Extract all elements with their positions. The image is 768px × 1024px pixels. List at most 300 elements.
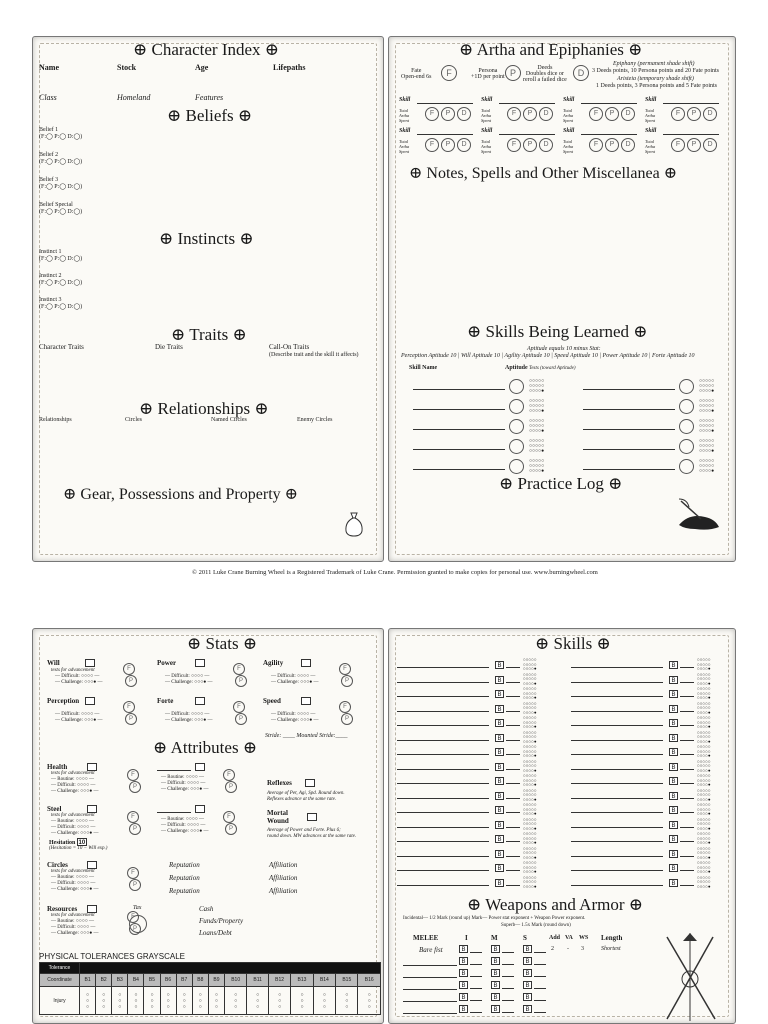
stat-p-circle[interactable]: P: [125, 713, 137, 725]
difficult-row[interactable]: — Difficult: ○○○○ —: [271, 712, 316, 717]
test-dots[interactable]: ○○○○○ ○○○○○ ○○○○●: [699, 439, 715, 454]
skill-name-line[interactable]: [397, 696, 489, 697]
attr-f-circle[interactable]: F: [223, 811, 235, 823]
weapon-shade-box[interactable]: B: [523, 957, 532, 965]
weapon-value-line[interactable]: [470, 1012, 482, 1013]
attr-f-circle[interactable]: F: [223, 769, 235, 781]
attr-f-circle[interactable]: F: [127, 911, 139, 923]
skill-shade-box[interactable]: B: [669, 676, 678, 684]
skill-exp-line[interactable]: [680, 870, 694, 871]
skill-name-line[interactable]: [397, 841, 489, 842]
skill-shade-box[interactable]: B: [495, 850, 504, 858]
artha-skill-p-circle[interactable]: P: [441, 107, 455, 121]
skill-test-dots[interactable]: ○○○○○ ○○○○○ ○○○○●: [697, 657, 711, 671]
injury-cell[interactable]: ○ ○ ○: [176, 987, 192, 1015]
skill-name-line[interactable]: [571, 682, 663, 683]
skill-shade-box[interactable]: B: [669, 821, 678, 829]
skill-shade-box[interactable]: B: [669, 864, 678, 872]
difficult-row[interactable]: — Difficult: ○○○○ —: [165, 674, 210, 679]
attr-value-box[interactable]: [87, 905, 97, 913]
test-dots[interactable]: ○○○○○ ○○○○○ ○○○○●: [699, 459, 715, 474]
artha-skill-p-circle[interactable]: P: [687, 107, 701, 121]
skill-name-line[interactable]: [571, 870, 663, 871]
challenge-row[interactable]: — Challenge: ○○○● —: [271, 718, 319, 723]
weapon-value-line[interactable]: [534, 976, 546, 977]
aptitude-circle[interactable]: [509, 399, 524, 414]
weapon-value-line[interactable]: [534, 964, 546, 965]
artha-skill-line[interactable]: [417, 134, 473, 135]
deeds-circle[interactable]: D: [573, 65, 589, 81]
skill-shade-box[interactable]: B: [495, 806, 504, 814]
weapon-shade-box[interactable]: B: [459, 993, 468, 1001]
skill-exp-line[interactable]: [680, 667, 694, 668]
injury-cell[interactable]: ○ ○ ○: [336, 987, 358, 1015]
skill-exp-line[interactable]: [680, 740, 694, 741]
artha-skill-f-circle[interactable]: F: [589, 107, 603, 121]
skill-name-line[interactable]: [397, 870, 489, 871]
stat-f-circle[interactable]: F: [123, 663, 135, 675]
difficult-row[interactable]: — Difficult: ○○○○ —: [271, 674, 316, 679]
injury-cell[interactable]: ○ ○ ○: [160, 987, 176, 1015]
aptitude-circle[interactable]: [679, 419, 694, 434]
artha-skill-line[interactable]: [499, 134, 555, 135]
skill-test-dots[interactable]: ○○○○○ ○○○○○ ○○○○●: [697, 860, 711, 874]
skill-shade-box[interactable]: B: [669, 879, 678, 887]
skill-shade-box[interactable]: B: [495, 690, 504, 698]
skill-exp-line[interactable]: [680, 841, 694, 842]
skill-test-dots[interactable]: ○○○○○ ○○○○○ ○○○○●: [523, 831, 537, 845]
injury-cell[interactable]: ○ ○ ○: [208, 987, 224, 1015]
attr-f-circle[interactable]: F: [127, 769, 139, 781]
skill-test-dots[interactable]: ○○○○○ ○○○○○ ○○○○●: [523, 715, 537, 729]
skill-test-dots[interactable]: ○○○○○ ○○○○○ ○○○○●: [523, 729, 537, 744]
skill-exp-line[interactable]: [680, 711, 694, 712]
stat-p-circle[interactable]: P: [341, 675, 353, 687]
challenge-row[interactable]: — Challenge: ○○○● —: [51, 831, 99, 836]
skill-name-line[interactable]: [571, 667, 663, 668]
skill-shade-box[interactable]: B: [495, 734, 504, 742]
weapon-value-line[interactable]: [534, 988, 546, 989]
difficult-row[interactable]: — Difficult: ○○○○ —: [51, 783, 96, 788]
skill-shade-box[interactable]: B: [669, 661, 678, 669]
skill-test-dots[interactable]: ○○○○○ ○○○○○ ○○○○●: [523, 802, 537, 816]
weapon-shade-box[interactable]: B: [523, 981, 532, 989]
stat-f-circle[interactable]: F: [339, 663, 351, 675]
artha-skill-f-circle[interactable]: F: [425, 138, 439, 152]
skill-test-dots[interactable]: ○○○○○ ○○○○○ ○○○○●: [697, 729, 711, 744]
artha-skill-p-circle[interactable]: P: [687, 138, 701, 152]
attr-p-circle[interactable]: P: [129, 781, 141, 793]
injury-cell[interactable]: ○ ○ ○: [144, 987, 160, 1015]
attr-value-box[interactable]: [87, 763, 97, 771]
test-dots[interactable]: ○○○○○ ○○○○○ ○○○○●: [699, 399, 715, 414]
skill-test-dots[interactable]: ○○○○○ ○○○○○ ○○○○●: [523, 860, 537, 874]
skill-test-dots[interactable]: ○○○○○ ○○○○○ ○○○○●: [697, 773, 711, 787]
artha-skill-p-circle[interactable]: P: [605, 107, 619, 121]
test-dots[interactable]: ○○○○○ ○○○○○ ○○○○●: [699, 379, 715, 394]
skill-shade-box[interactable]: B: [495, 676, 504, 684]
artha-skill-line[interactable]: [499, 103, 555, 104]
skill-name-line[interactable]: [571, 812, 663, 813]
artha-skill-f-circle[interactable]: F: [507, 107, 521, 121]
aptitude-circle[interactable]: [679, 379, 694, 394]
weapon-name-line[interactable]: [403, 965, 457, 966]
skill-exp-line[interactable]: [506, 740, 520, 741]
test-dots[interactable]: ○○○○○ ○○○○○ ○○○○●: [529, 419, 545, 434]
skill-name-line[interactable]: [571, 827, 663, 828]
skill-shade-box[interactable]: B: [495, 719, 504, 727]
skill-exp-line[interactable]: [506, 754, 520, 755]
skill-shade-box[interactable]: B: [495, 777, 504, 785]
injury-cell[interactable]: ○ ○ ○: [313, 987, 335, 1015]
skill-exp-line[interactable]: [506, 711, 520, 712]
weapon-shade-box[interactable]: B: [491, 1005, 500, 1013]
artha-skill-d-circle[interactable]: D: [703, 107, 717, 121]
artha-skill-f-circle[interactable]: F: [671, 138, 685, 152]
injury-cell[interactable]: ○ ○ ○: [80, 987, 96, 1015]
skill-shade-box[interactable]: B: [495, 661, 504, 669]
skill-name-line[interactable]: [571, 696, 663, 697]
weapon-value-line[interactable]: [534, 1012, 546, 1013]
skill-test-dots[interactable]: ○○○○○ ○○○○○ ○○○○●: [523, 700, 537, 715]
routine-row[interactable]: — Routine: ○○○○ —: [51, 875, 95, 880]
weapon-shade-box[interactable]: B: [491, 993, 500, 1001]
skill-test-dots[interactable]: ○○○○○ ○○○○○ ○○○○●: [697, 831, 711, 845]
stat-f-circle[interactable]: F: [233, 663, 245, 675]
skill-shade-box[interactable]: B: [669, 748, 678, 756]
weapon-shade-box[interactable]: B: [459, 945, 468, 953]
artha-skill-f-circle[interactable]: F: [425, 107, 439, 121]
skill-test-dots[interactable]: ○○○○○ ○○○○○ ○○○○●: [523, 686, 537, 700]
stat-p-circle[interactable]: P: [235, 675, 247, 687]
injury-cell[interactable]: ○ ○ ○: [96, 987, 112, 1015]
artha-skill-line[interactable]: [663, 134, 719, 135]
weapon-value-line[interactable]: [502, 964, 514, 965]
stat-f-circle[interactable]: F: [339, 701, 351, 713]
learning-skill-line[interactable]: [413, 469, 505, 470]
skill-shade-box[interactable]: B: [669, 850, 678, 858]
weapon-shade-box[interactable]: B: [523, 945, 532, 953]
learning-skill-line[interactable]: [583, 429, 675, 430]
skill-exp-line[interactable]: [506, 841, 520, 842]
skill-shade-box[interactable]: B: [669, 835, 678, 843]
skill-test-dots[interactable]: ○○○○○ ○○○○○ ○○○○●: [697, 758, 711, 773]
attr-value-box[interactable]: [195, 805, 205, 813]
skill-test-dots[interactable]: ○○○○○ ○○○○○ ○○○○●: [523, 816, 537, 831]
artha-skill-line[interactable]: [417, 103, 473, 104]
aptitude-circle[interactable]: [509, 379, 524, 394]
weapon-value-line[interactable]: [470, 964, 482, 965]
learning-skill-line[interactable]: [583, 389, 675, 390]
challenge-row[interactable]: — Challenge: ○○○● —: [161, 787, 209, 792]
skill-name-line[interactable]: [571, 740, 663, 741]
weapon-name-line[interactable]: [403, 1013, 457, 1014]
injury-cell[interactable]: ○ ○ ○: [192, 987, 208, 1015]
weapon-value-line[interactable]: [470, 976, 482, 977]
difficult-row[interactable]: — Difficult: ○○○○ —: [165, 712, 210, 717]
artha-skill-d-circle[interactable]: D: [621, 107, 635, 121]
skill-exp-line[interactable]: [506, 827, 520, 828]
stat-value-box[interactable]: [85, 697, 95, 705]
attr-p-circle[interactable]: P: [225, 781, 237, 793]
challenge-row[interactable]: — Challenge: ○○○● —: [51, 789, 99, 794]
artha-skill-d-circle[interactable]: D: [621, 138, 635, 152]
skill-exp-line[interactable]: [506, 812, 520, 813]
skill-name-line[interactable]: [571, 856, 663, 857]
stat-p-circle[interactable]: P: [235, 713, 247, 725]
skill-shade-box[interactable]: B: [669, 734, 678, 742]
skill-name-line[interactable]: [397, 885, 489, 886]
skill-exp-line[interactable]: [680, 754, 694, 755]
skill-name-line[interactable]: [397, 667, 489, 668]
test-dots[interactable]: ○○○○○ ○○○○○ ○○○○●: [529, 459, 545, 474]
stat-value-box[interactable]: [195, 659, 205, 667]
weapon-name-line[interactable]: [403, 989, 457, 990]
stat-f-circle[interactable]: F: [123, 701, 135, 713]
skill-shade-box[interactable]: B: [669, 792, 678, 800]
skill-test-dots[interactable]: ○○○○○ ○○○○○ ○○○○●: [523, 744, 537, 758]
artha-skill-d-circle[interactable]: D: [703, 138, 717, 152]
skill-name-line[interactable]: [397, 754, 489, 755]
skill-exp-line[interactable]: [680, 696, 694, 697]
injury-cell[interactable]: ○ ○ ○: [291, 987, 313, 1015]
stat-p-circle[interactable]: P: [341, 713, 353, 725]
skill-name-line[interactable]: [397, 812, 489, 813]
skill-name-line[interactable]: [397, 740, 489, 741]
skill-exp-line[interactable]: [506, 870, 520, 871]
artha-skill-line[interactable]: [581, 134, 637, 135]
difficult-row[interactable]: — Difficult: ○○○○ —: [51, 925, 96, 930]
attr-f-circle[interactable]: F: [127, 867, 139, 879]
artha-skill-d-circle[interactable]: D: [539, 107, 553, 121]
stat-value-box[interactable]: [301, 659, 311, 667]
challenge-row[interactable]: — Challenge: ○○○● —: [51, 887, 99, 892]
skill-exp-line[interactable]: [680, 769, 694, 770]
artha-skill-line[interactable]: [663, 103, 719, 104]
challenge-row[interactable]: — Challenge: ○○○● —: [161, 829, 209, 834]
routine-row[interactable]: — Routine: ○○○○ —: [51, 819, 95, 824]
skill-shade-box[interactable]: B: [495, 835, 504, 843]
skill-exp-line[interactable]: [506, 769, 520, 770]
skill-test-dots[interactable]: ○○○○○ ○○○○○ ○○○○●: [523, 657, 537, 671]
weapon-shade-box[interactable]: B: [491, 945, 500, 953]
injury-cell[interactable]: ○ ○ ○: [112, 987, 128, 1015]
learning-skill-line[interactable]: [413, 389, 505, 390]
skill-shade-box[interactable]: B: [495, 864, 504, 872]
attr-value-box[interactable]: [305, 779, 315, 787]
artha-skill-line[interactable]: [581, 103, 637, 104]
challenge-row[interactable]: — Challenge: ○○○● —: [51, 931, 99, 936]
skill-name-line[interactable]: [397, 725, 489, 726]
skill-exp-line[interactable]: [680, 783, 694, 784]
skill-test-dots[interactable]: ○○○○○ ○○○○○ ○○○○●: [523, 758, 537, 773]
attr-p-circle[interactable]: P: [129, 879, 141, 891]
weapon-shade-box[interactable]: B: [459, 981, 468, 989]
artha-skill-d-circle[interactable]: D: [457, 138, 471, 152]
weapon-value-line[interactable]: [502, 1012, 514, 1013]
skill-name-line[interactable]: [571, 798, 663, 799]
aptitude-circle[interactable]: [509, 419, 524, 434]
attr-p-circle[interactable]: P: [129, 923, 141, 935]
aptitude-circle[interactable]: [679, 399, 694, 414]
stat-p-circle[interactable]: P: [125, 675, 137, 687]
difficult-row[interactable]: — Difficult: ○○○○ —: [161, 781, 206, 786]
weapon-value-line[interactable]: [470, 988, 482, 989]
test-dots[interactable]: ○○○○○ ○○○○○ ○○○○●: [529, 379, 545, 394]
custom-attr-line[interactable]: [157, 812, 191, 813]
injury-cell[interactable]: ○ ○ ○: [247, 987, 269, 1015]
skill-name-line[interactable]: [571, 754, 663, 755]
learning-skill-line[interactable]: [583, 469, 675, 470]
challenge-row[interactable]: — Challenge: ○○○● —: [165, 680, 213, 685]
skill-shade-box[interactable]: B: [495, 705, 504, 713]
skill-test-dots[interactable]: ○○○○○ ○○○○○ ○○○○●: [523, 874, 537, 889]
weapon-shade-box[interactable]: B: [491, 969, 500, 977]
custom-attr-line[interactable]: [157, 770, 191, 771]
skill-exp-line[interactable]: [680, 827, 694, 828]
weapon-value-line[interactable]: [502, 1000, 514, 1001]
attr-value-box[interactable]: [87, 861, 97, 869]
weapon-name-line[interactable]: [403, 1001, 457, 1002]
difficult-row[interactable]: — Difficult: ○○○○ —: [55, 712, 100, 717]
learning-skill-line[interactable]: [413, 429, 505, 430]
aptitude-circle[interactable]: [679, 439, 694, 454]
skill-shade-box[interactable]: B: [669, 690, 678, 698]
attr-value-box[interactable]: [87, 805, 97, 813]
weapon-shade-box[interactable]: B: [491, 981, 500, 989]
weapon-value-line[interactable]: [502, 988, 514, 989]
skill-test-dots[interactable]: ○○○○○ ○○○○○ ○○○○●: [697, 700, 711, 715]
artha-skill-p-circle[interactable]: P: [441, 138, 455, 152]
skill-name-line[interactable]: [397, 856, 489, 857]
skill-shade-box[interactable]: B: [495, 821, 504, 829]
skill-shade-box[interactable]: B: [669, 763, 678, 771]
difficult-row[interactable]: — Difficult: ○○○○ —: [55, 674, 100, 679]
skill-shade-box[interactable]: B: [495, 879, 504, 887]
weapon-value-line[interactable]: [470, 952, 482, 953]
artha-skill-p-circle[interactable]: P: [605, 138, 619, 152]
injury-cell[interactable]: ○ ○ ○: [224, 987, 246, 1015]
routine-row[interactable]: — Routine: ○○○○ —: [51, 919, 95, 924]
skill-test-dots[interactable]: ○○○○○ ○○○○○ ○○○○●: [697, 874, 711, 889]
skill-exp-line[interactable]: [506, 798, 520, 799]
fate-circle[interactable]: F: [441, 65, 457, 81]
skill-test-dots[interactable]: ○○○○○ ○○○○○ ○○○○●: [697, 787, 711, 802]
skill-exp-line[interactable]: [506, 667, 520, 668]
skill-exp-line[interactable]: [506, 682, 520, 683]
attr-value-box[interactable]: [307, 813, 317, 821]
aptitude-circle[interactable]: [509, 439, 524, 454]
skill-test-dots[interactable]: ○○○○○ ○○○○○ ○○○○●: [523, 773, 537, 787]
persona-circle[interactable]: P: [505, 65, 521, 81]
skill-shade-box[interactable]: B: [495, 748, 504, 756]
artha-skill-d-circle[interactable]: D: [457, 107, 471, 121]
stat-value-box[interactable]: [85, 659, 95, 667]
routine-row[interactable]: — Routine: ○○○○ —: [161, 775, 205, 780]
skill-name-line[interactable]: [571, 783, 663, 784]
challenge-row[interactable]: — Challenge: ○○○● —: [55, 680, 103, 685]
injury-cell[interactable]: ○ ○ ○: [128, 987, 144, 1015]
stat-f-circle[interactable]: F: [233, 701, 245, 713]
skill-exp-line[interactable]: [680, 856, 694, 857]
skill-test-dots[interactable]: ○○○○○ ○○○○○ ○○○○●: [697, 816, 711, 831]
skill-exp-line[interactable]: [680, 885, 694, 886]
difficult-row[interactable]: — Difficult: ○○○○ —: [51, 825, 96, 830]
difficult-row[interactable]: — Difficult: ○○○○ —: [51, 881, 96, 886]
skill-name-line[interactable]: [397, 827, 489, 828]
challenge-row[interactable]: — Challenge: ○○○● —: [55, 718, 103, 723]
skill-exp-line[interactable]: [506, 885, 520, 886]
skill-name-line[interactable]: [397, 769, 489, 770]
skill-exp-line[interactable]: [506, 856, 520, 857]
stat-value-box[interactable]: [195, 697, 205, 705]
skill-test-dots[interactable]: ○○○○○ ○○○○○ ○○○○●: [697, 802, 711, 816]
skill-name-line[interactable]: [397, 783, 489, 784]
injury-cell[interactable]: ○ ○ ○: [358, 987, 381, 1015]
weapon-shade-box[interactable]: B: [523, 1005, 532, 1013]
weapon-shade-box[interactable]: B: [459, 969, 468, 977]
skill-test-dots[interactable]: ○○○○○ ○○○○○ ○○○○●: [697, 845, 711, 860]
artha-skill-d-circle[interactable]: D: [539, 138, 553, 152]
skill-exp-line[interactable]: [680, 682, 694, 683]
skill-test-dots[interactable]: ○○○○○ ○○○○○ ○○○○●: [697, 715, 711, 729]
skill-name-line[interactable]: [571, 769, 663, 770]
routine-row[interactable]: — Routine: ○○○○ —: [161, 817, 205, 822]
attr-f-circle[interactable]: F: [127, 811, 139, 823]
skill-test-dots[interactable]: ○○○○○ ○○○○○ ○○○○●: [523, 787, 537, 802]
skill-name-line[interactable]: [397, 711, 489, 712]
test-dots[interactable]: ○○○○○ ○○○○○ ○○○○●: [529, 439, 545, 454]
difficult-row[interactable]: — Difficult: ○○○○ —: [161, 823, 206, 828]
artha-skill-p-circle[interactable]: P: [523, 138, 537, 152]
skill-shade-box[interactable]: B: [495, 792, 504, 800]
skill-exp-line[interactable]: [506, 696, 520, 697]
skill-name-line[interactable]: [571, 841, 663, 842]
attr-p-circle[interactable]: P: [225, 823, 237, 835]
weapon-value-line[interactable]: [470, 1000, 482, 1001]
skill-name-line[interactable]: [397, 682, 489, 683]
weapon-value-line[interactable]: [502, 976, 514, 977]
skill-test-dots[interactable]: ○○○○○ ○○○○○ ○○○○●: [697, 671, 711, 686]
routine-row[interactable]: — Routine: ○○○○ —: [51, 777, 95, 782]
skill-name-line[interactable]: [571, 885, 663, 886]
skill-shade-box[interactable]: B: [669, 777, 678, 785]
learning-skill-line[interactable]: [583, 409, 675, 410]
challenge-row[interactable]: — Challenge: ○○○● —: [165, 718, 213, 723]
test-dots[interactable]: ○○○○○ ○○○○○ ○○○○●: [699, 419, 715, 434]
attr-value-box[interactable]: [195, 763, 205, 771]
skill-exp-line[interactable]: [680, 798, 694, 799]
weapon-shade-box[interactable]: B: [459, 1005, 468, 1013]
skill-shade-box[interactable]: B: [669, 806, 678, 814]
artha-skill-f-circle[interactable]: F: [589, 138, 603, 152]
learning-skill-line[interactable]: [413, 409, 505, 410]
skill-exp-line[interactable]: [506, 783, 520, 784]
skill-test-dots[interactable]: ○○○○○ ○○○○○ ○○○○●: [697, 686, 711, 700]
skill-name-line[interactable]: [571, 725, 663, 726]
skill-name-line[interactable]: [397, 798, 489, 799]
artha-skill-p-circle[interactable]: P: [523, 107, 537, 121]
weapon-value-line[interactable]: [534, 952, 546, 953]
weapon-shade-box[interactable]: B: [459, 957, 468, 965]
skill-test-dots[interactable]: ○○○○○ ○○○○○ ○○○○●: [523, 671, 537, 686]
aptitude-circle[interactable]: [509, 459, 524, 474]
skill-exp-line[interactable]: [680, 725, 694, 726]
weapon-shade-box[interactable]: B: [523, 993, 532, 1001]
challenge-row[interactable]: — Challenge: ○○○● —: [271, 680, 319, 685]
stat-value-box[interactable]: [301, 697, 311, 705]
aptitude-circle[interactable]: [679, 459, 694, 474]
